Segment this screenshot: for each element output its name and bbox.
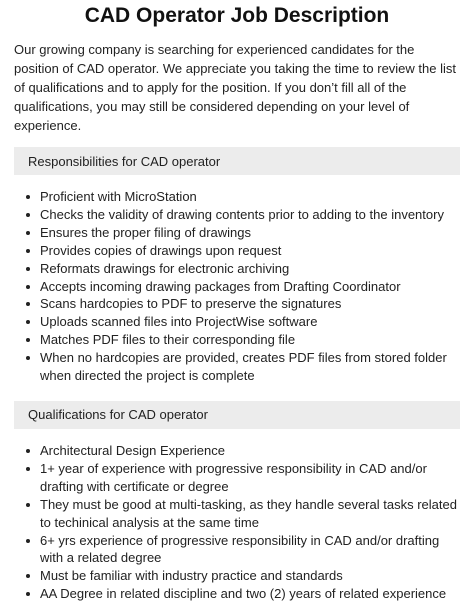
- list-item: Must be familiar with industry practice and standards: [14, 567, 460, 585]
- list-item: Matches PDF files to their corresponding file: [14, 331, 460, 349]
- list-item: Reformats drawings for electronic archiving: [14, 260, 460, 278]
- list-item: When no hardcopies are provided, creates PDF files from stored folder when directed the project is complete: [14, 349, 460, 385]
- intro-paragraph: Our growing company is searching for experienced candidates for the position of CAD operator. We appreciate you taking the time to review the list of qualifications and to apply for the position. If you don’t fill all of the qualifications, you may still be considered depending on your level of experience.: [14, 42, 456, 133]
- list-item: Proficient with MicroStation: [14, 188, 460, 206]
- list-item: Ensures the proper filing of drawings: [14, 224, 460, 242]
- list-item: Architectural Design Experience: [14, 442, 460, 460]
- list-item: Accepts incoming drawing packages from Drafting Coordinator: [14, 278, 460, 296]
- responsibilities-list: [14, 188, 460, 385]
- qualifications-heading: Qualifications for CAD operator: [28, 407, 208, 423]
- list-item: Scans hardcopies to PDF to preserve the signatures: [14, 295, 460, 313]
- list-item: Provides copies of drawings upon request: [14, 242, 460, 260]
- list-item: They must be good at multi-tasking, as they handle several tasks related to techinical analysis at the same time: [14, 496, 460, 532]
- qualifications-header: [14, 401, 460, 429]
- list-item: 1+ year of experience with progressive responsibility in CAD and/or drafting with certificate or degree: [14, 460, 460, 496]
- list-item: AA Degree in related discipline and two (2) years of related experience: [14, 585, 460, 603]
- list-item: 6+ yrs experience of progressive responsibility in CAD and/or drafting with a related degree: [14, 532, 460, 568]
- list-item: Checks the validity of drawing contents prior to adding to the inventory: [14, 206, 460, 224]
- responsibilities-heading: Responsibilities for CAD operator: [28, 153, 221, 169]
- qualifications-list: [14, 442, 460, 603]
- list-item: Uploads scanned files into ProjectWise software: [14, 313, 460, 331]
- page-title: CAD Operator Job Description: [84, 4, 390, 27]
- responsibilities-header: [14, 147, 460, 175]
